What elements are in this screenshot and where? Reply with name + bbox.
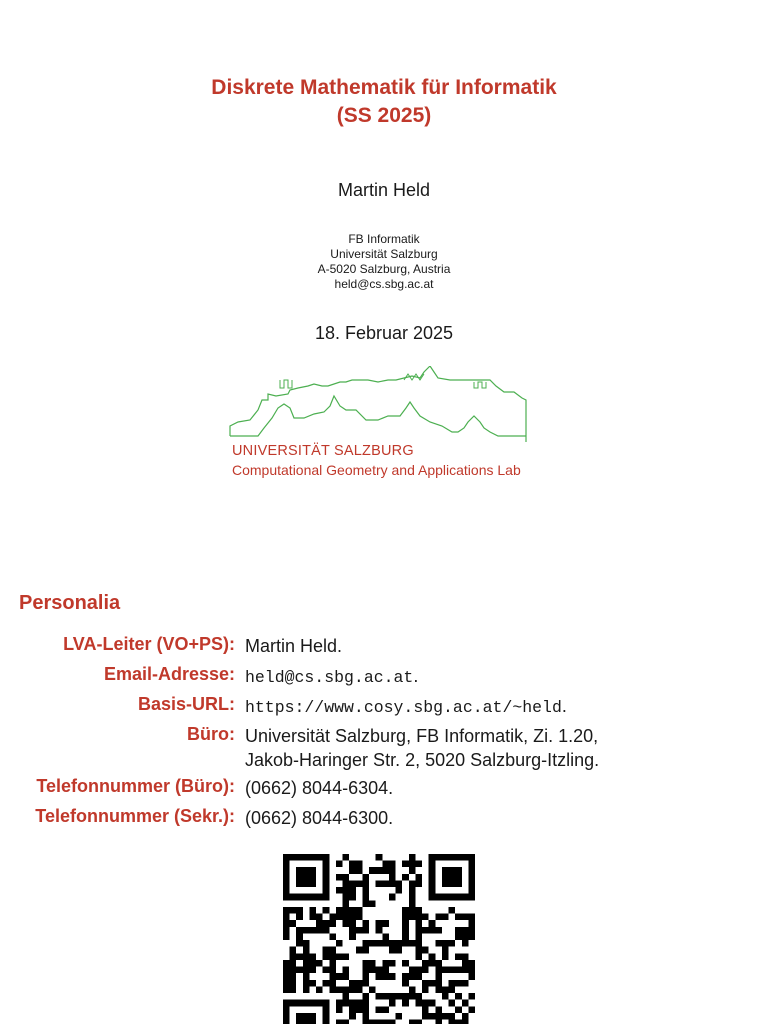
- info-label: Büro:: [187, 724, 235, 744]
- lab-name: Computational Geometry and Applications Lab: [232, 462, 521, 478]
- office-address: [245, 724, 599, 772]
- affiliation-line: held@cs.sbg.ac.at: [334, 277, 434, 291]
- info-value: (0662) 8044-6304.: [245, 778, 394, 798]
- title-line-1: Diskrete Mathematik für Informatik: [211, 76, 557, 99]
- url-value[interactable]: [245, 694, 567, 720]
- punctuation: .: [561, 696, 567, 716]
- info-label: Telefonnummer (Sekr.):: [35, 806, 235, 826]
- university-name: UNIVERSITÄT SALZBURG: [232, 443, 414, 459]
- affiliation-block: [0, 232, 768, 292]
- office-address-line-1: Universität Salzburg, FB Informatik, Zi. 1.20,: [245, 726, 599, 746]
- info-label: Telefonnummer (Büro):: [36, 776, 235, 796]
- url-link[interactable]: https://www.cosy.sbg.ac.at/~held: [245, 698, 562, 717]
- qr-code[interactable]: [283, 854, 475, 1024]
- info-label: LVA-Leiter (VO+PS):: [63, 634, 235, 654]
- info-value: (0662) 8044-6300.: [245, 808, 394, 828]
- section-heading: Personalia: [19, 592, 121, 614]
- document-date: 18. Februar 2025: [314, 323, 454, 343]
- info-label: Email-Adresse:: [103, 664, 235, 684]
- author-name: Martin Held: [337, 180, 431, 200]
- affiliation-line: Universität Salzburg: [330, 247, 438, 261]
- page-divider: [0, 540, 768, 541]
- affiliation-line: A-5020 Salzburg, Austria: [317, 262, 451, 276]
- info-label: Basis-URL:: [137, 694, 235, 714]
- qr-code-icon: [283, 854, 475, 1024]
- punctuation: .: [413, 666, 419, 686]
- info-value: Martin Held.: [245, 636, 343, 656]
- document-title: [0, 74, 768, 130]
- office-address-line-2: Jakob-Haringer Str. 2, 5020 Salzburg-Itzling.: [245, 750, 600, 770]
- salzburg-skyline-icon: [228, 366, 533, 442]
- affiliation-line: FB Informatik: [348, 232, 420, 246]
- university-logo: [228, 366, 533, 484]
- email-link[interactable]: held@cs.sbg.ac.at: [245, 668, 414, 687]
- email-value[interactable]: [245, 664, 418, 690]
- title-line-2: (SS 2025): [336, 104, 432, 127]
